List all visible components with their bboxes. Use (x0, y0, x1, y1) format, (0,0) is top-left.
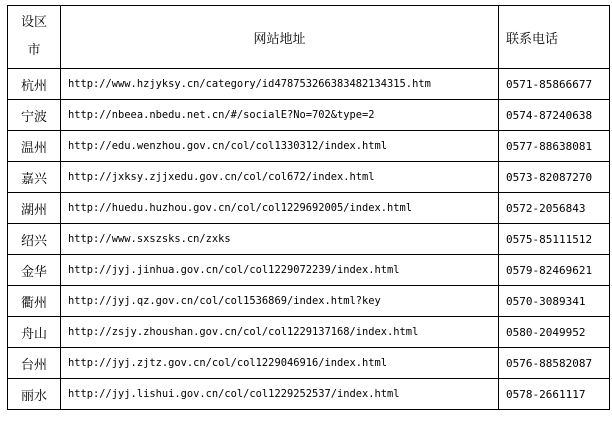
url-cell: http://www.hzjyksy.cn/category/id478753266383482134315.htm (61, 69, 499, 100)
table-row (8, 131, 610, 162)
city-cell: 金华 (8, 255, 61, 286)
phone-cell: 0570-3089341 (499, 286, 610, 317)
table-row (8, 348, 610, 379)
table-row (8, 69, 610, 100)
city-cell: 湖州 (8, 193, 61, 224)
header-city (8, 6, 61, 69)
phone-cell: 0573-82087270 (499, 162, 610, 193)
phone-cell: 0575-85111512 (499, 224, 610, 255)
table-row (8, 193, 610, 224)
url-cell: http://huedu.huzhou.gov.cn/col/col1229692005/index.html (61, 193, 499, 224)
header-phone: 联系电话 (499, 6, 610, 69)
city-cell: 台州 (8, 348, 61, 379)
table-row (8, 286, 610, 317)
url-cell: http://jyj.jinhua.gov.cn/col/col1229072239/index.html (61, 255, 499, 286)
city-cell: 绍兴 (8, 224, 61, 255)
contact-table (7, 5, 610, 410)
table-row (8, 224, 610, 255)
phone-cell: 0571-85866677 (499, 69, 610, 100)
city-cell: 嘉兴 (8, 162, 61, 193)
url-cell: http://edu.wenzhou.gov.cn/col/col1330312/index.html (61, 131, 499, 162)
url-cell: http://jxksy.zjjxedu.gov.cn/col/col672/index.html (61, 162, 499, 193)
phone-cell: 0578-2661117 (499, 379, 610, 410)
city-cell: 舟山 (8, 317, 61, 348)
phone-cell: 0580-2049952 (499, 317, 610, 348)
table-row (8, 255, 610, 286)
table-row (8, 317, 610, 348)
city-cell: 杭州 (8, 69, 61, 100)
city-cell: 衢州 (8, 286, 61, 317)
url-cell: http://nbeea.nbedu.net.cn/#/socialE?No=702&type=2 (61, 100, 499, 131)
city-cell: 温州 (8, 131, 61, 162)
phone-cell: 0574-87240638 (499, 100, 610, 131)
phone-cell: 0577-88638081 (499, 131, 610, 162)
city-cell: 宁波 (8, 100, 61, 131)
header-city-line2: 市 (27, 43, 41, 58)
table-row (8, 100, 610, 131)
header-url: 网站地址 (61, 6, 499, 69)
url-cell: http://jyj.zjtz.gov.cn/col/col1229046916/index.html (61, 348, 499, 379)
url-cell: http://www.sxszsks.cn/zxks (61, 224, 499, 255)
phone-cell: 0576-88582087 (499, 348, 610, 379)
phone-cell: 0572-2056843 (499, 193, 610, 224)
table-row (8, 162, 610, 193)
url-cell: http://zsjy.zhoushan.gov.cn/col/col1229137168/index.html (61, 317, 499, 348)
url-cell: http://jyj.lishui.gov.cn/col/col1229252537/index.html (61, 379, 499, 410)
url-cell: http://jyj.qz.gov.cn/col/col1536869/index.html?key (61, 286, 499, 317)
header-city-line1: 设区 (20, 15, 47, 30)
phone-cell: 0579-82469621 (499, 255, 610, 286)
table-header-row (8, 6, 610, 69)
table-row (8, 379, 610, 410)
city-cell: 丽水 (8, 379, 61, 410)
